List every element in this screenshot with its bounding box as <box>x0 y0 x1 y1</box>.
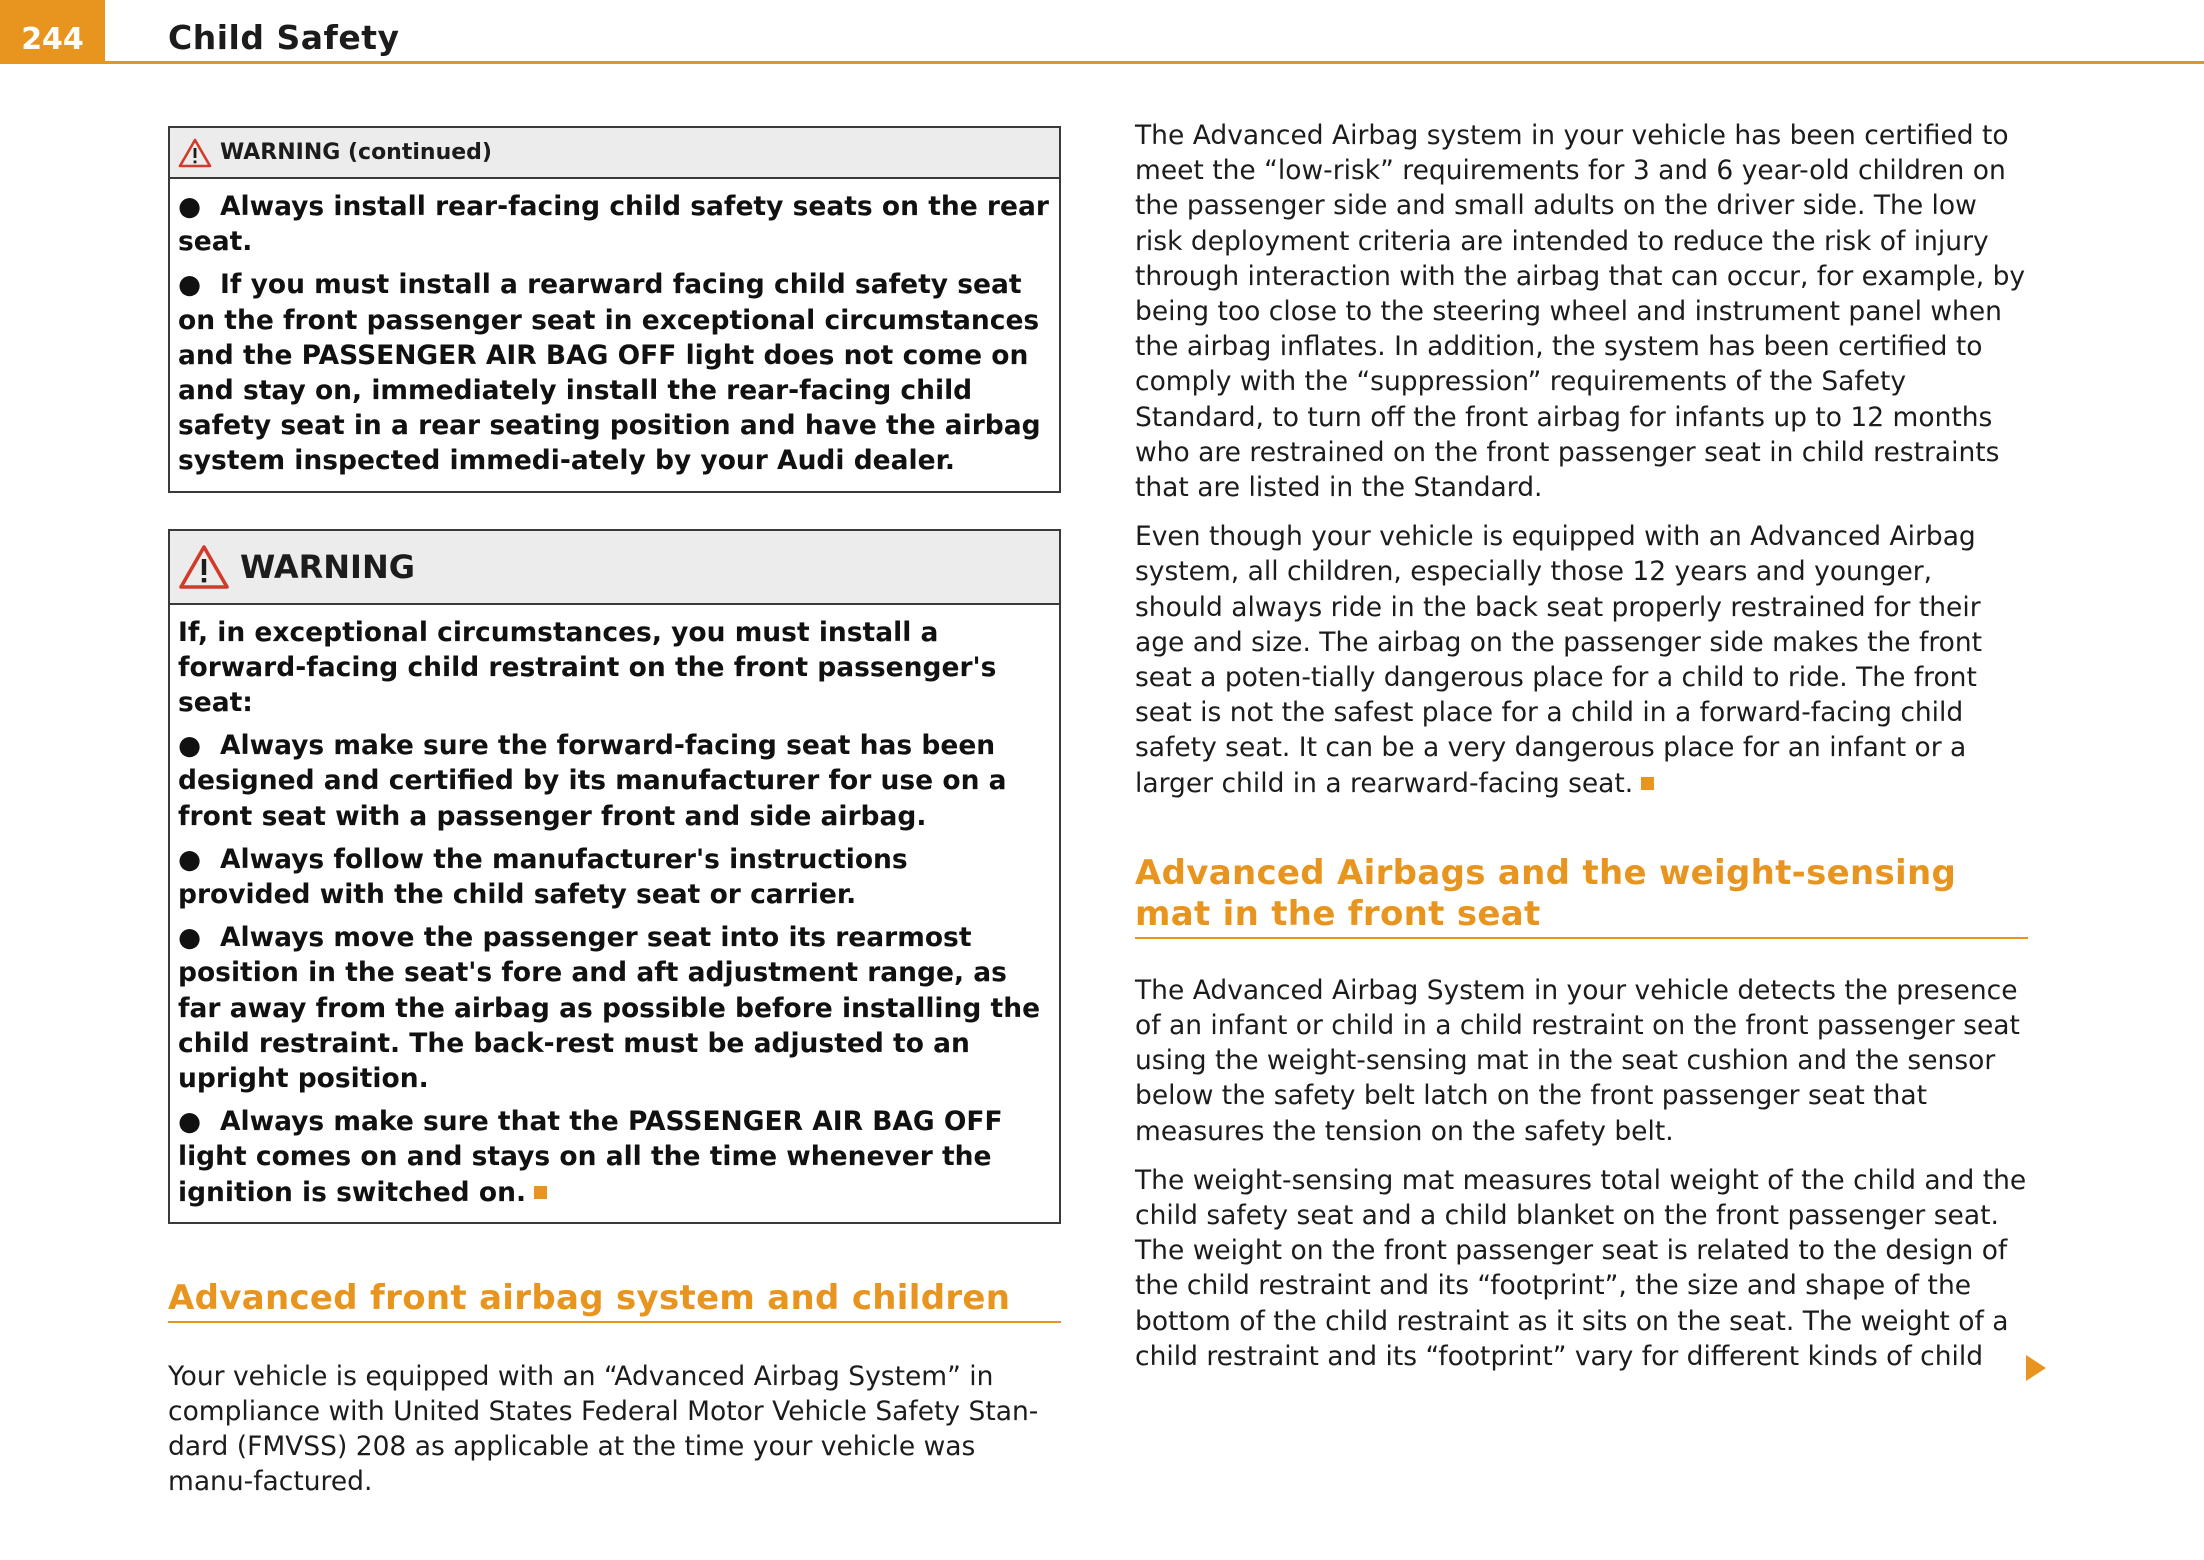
right-paragraph: The Advanced Airbag system in your vehicle has been certified to meet the “low-risk” requirements for 3 and 6 year-old children on the passenger side and small adults on the driver side. The low risk deployment criteria are intended to reduce the risk of injury through interaction with the airbag that can occur, for example, by being too close to the steering wheel and instrument panel when the airbag inflates. In addition, the system has been certified to comply with the “suppression” requirements of the Safety Standard, to turn off the front airbag for infants up to 12 months who are restrained on the front passenger seat in child restraints that are listed in the Standard. <box>1135 120 2026 504</box>
section-heading-children: Advanced front airbag system and children <box>168 1278 1061 1323</box>
continue-arrow-icon <box>2026 1355 2046 1381</box>
item-text: Always make sure that the PASSENGER AIR BAG OFF light comes on and stays on all the time whenever the ignition is switched on. <box>178 1106 1003 1208</box>
warning-intro: If, in exceptional circumstances, you must install a forward-facing child restraint on the front passenger's seat: <box>178 616 997 719</box>
right-paragraph <box>1135 519 2028 801</box>
warning-continued-body <box>170 179 1059 491</box>
list-item <box>178 728 1049 834</box>
item-text: Always make sure the forward-facing seat has been designed and certified by its manufacturer for use on a front seat with a passenger front and side airbag. <box>178 730 1007 832</box>
bullet: ● <box>178 843 202 875</box>
warning-continued-box <box>168 126 1061 493</box>
item-text: Always follow the manufacturer's instructions provided with the child safety seat or carrier. <box>178 843 908 911</box>
warning-continued-title: WARNING (continued) <box>220 140 492 165</box>
right-column <box>1135 118 2028 1388</box>
section-heading-weight-mat: Advanced Airbags and the weight-sensing mat in the front seat <box>1135 853 2028 939</box>
warning-triangle-icon <box>178 138 212 168</box>
chapter-title: Child Safety <box>168 18 400 57</box>
warning-continued-header <box>170 128 1059 179</box>
item-text: Always move the passenger seat into its rearmost position in the seat's fore and aft adjustment range, as far away from the airbag as possible before installing the child restraint. The back-rest must be adjusted to an upright position. <box>178 922 1041 1095</box>
warning-body <box>170 605 1059 1222</box>
list-item <box>178 189 1049 259</box>
page-header <box>0 0 2204 66</box>
bullet: ● <box>178 191 202 222</box>
list-item <box>178 920 1049 1096</box>
item-text: Always install rear-facing child safety seats on the rear seat. <box>178 191 1049 258</box>
warning-title: WARNING <box>240 547 415 586</box>
list-item <box>178 1104 1049 1210</box>
warning-triangle-icon <box>178 544 230 590</box>
paragraph-text: Even though your vehicle is equipped with an Advanced Airbag system, all children, especially those 12 years and younger, should always ride in the back seat properly restrained for their age and size. The airbag on the passenger side makes the front seat a poten-tially dangerous place for a child to ride. The front seat is not the safest place for a child in a forward-facing child safety seat. It can be a very dangerous place for an infant or a larger child in a rearward-facing seat. <box>1135 521 1983 799</box>
list-item <box>178 267 1049 478</box>
end-square-icon <box>1641 777 1654 790</box>
left-column <box>168 126 1061 1514</box>
bullet: ● <box>178 1106 202 1138</box>
header-rule <box>0 61 2204 64</box>
warning-box <box>168 529 1061 1224</box>
item-text: If you must install a rearward facing child safety seat on the front passenger seat in exceptional circumstances and the PASSENGER AIR BAG OFF light does not come on and stay on, immediately install the rear-facing child safety seat in a rear seating position and have the airbag system inspected immedi-ately by your Audi dealer. <box>178 269 1041 477</box>
bullet: ● <box>178 269 202 301</box>
list-item <box>178 842 1049 912</box>
bullet: ● <box>178 922 202 954</box>
warning-header <box>170 531 1059 605</box>
section-children-paragraph: Your vehicle is equipped with an “Advanced Airbag System” in compliance with United States Federal Motor Vehicle Safety Stan-dard (FMVSS) 208 as applicable at the time your vehicle was manu-factured. <box>168 1360 1039 1498</box>
weight-mat-paragraph: The Advanced Airbag System in your vehicle detects the presence of an infant or child in a child restraint on the front passenger seat using the weight-sensing mat in the seat cushion and the sensor below the safety belt latch on the front passenger seat that measures the tension on the safety belt. <box>1135 974 2020 1147</box>
page-number: 244 <box>0 0 105 63</box>
bullet: ● <box>178 730 202 762</box>
end-square-icon <box>534 1186 547 1199</box>
weight-mat-paragraph: The weight-sensing mat measures total weight of the child and the child safety seat and a child blanket on the front passenger seat. The weight on the front passenger seat is related to the design of the child restraint and its “footprint”, the size and shape of the bottom of the child restraint as it sits on the seat. The weight of a child restraint and its “footprint” vary for different kinds of child <box>1135 1164 2027 1372</box>
